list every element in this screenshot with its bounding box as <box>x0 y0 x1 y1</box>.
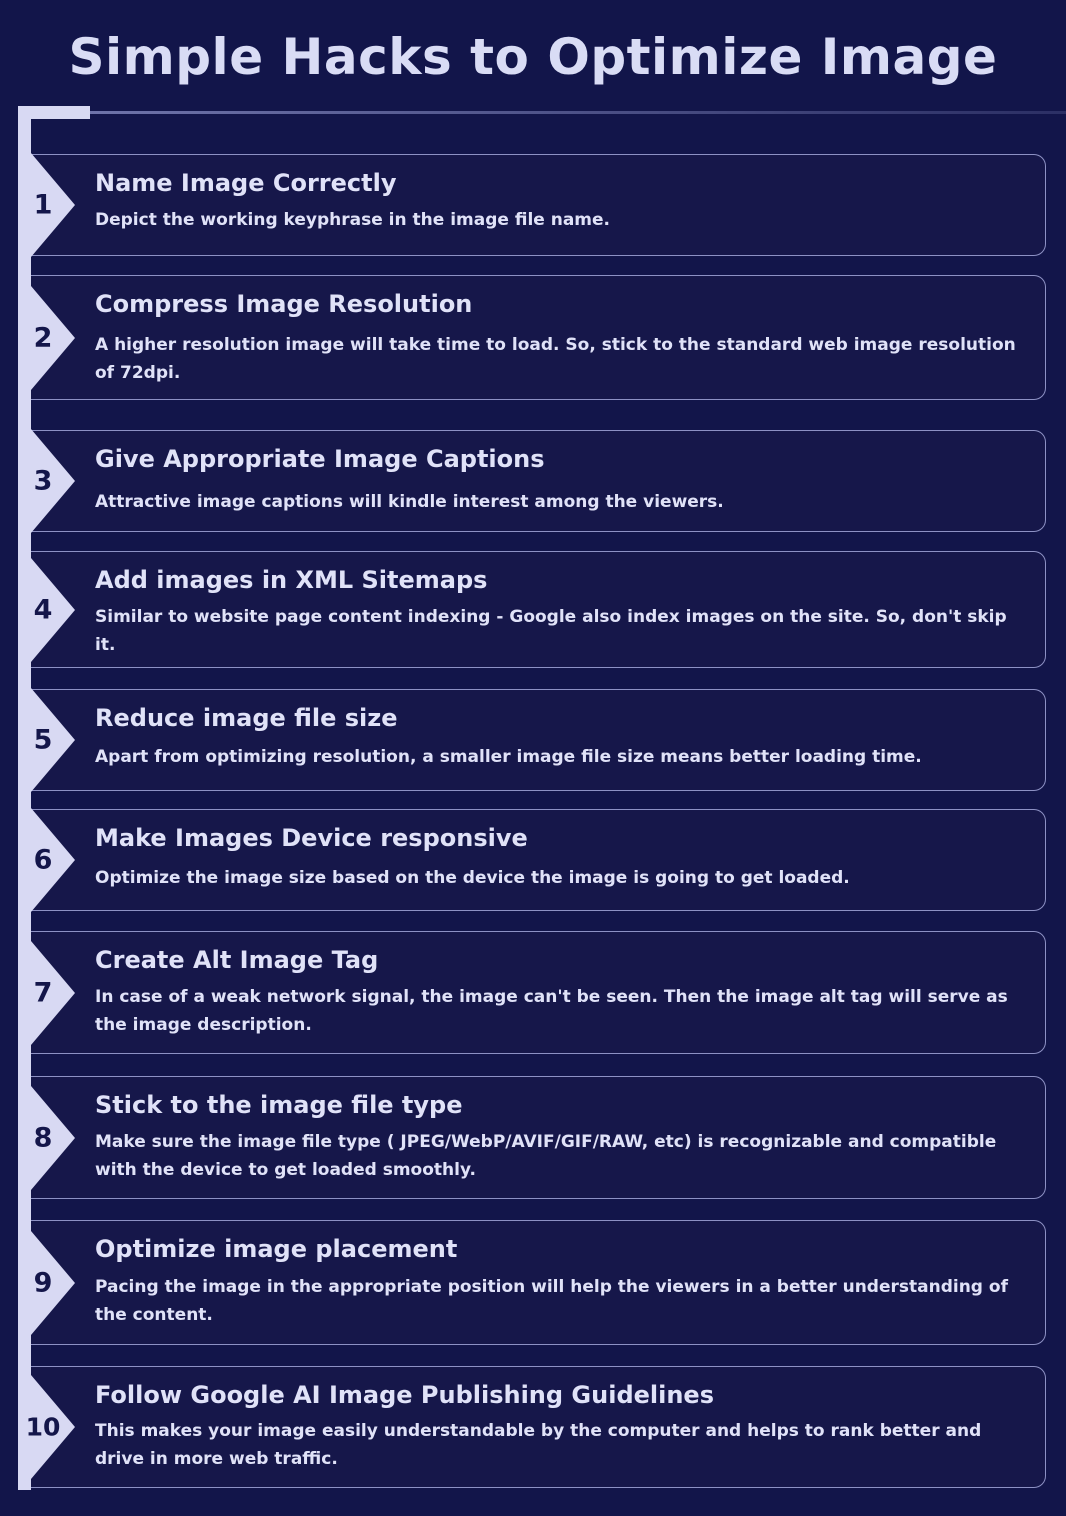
item-description: Similar to website page content indexing - Google also index images on the site. So, don't skip it. <box>95 607 1007 655</box>
item-description: Attractive image captions will kindle interest among the viewers. <box>95 492 724 512</box>
item-title: Reduce image file size <box>95 704 398 732</box>
item-title: Compress Image Resolution <box>95 290 473 318</box>
item-description: Make sure the image file type ( JPEG/WebP/AVIF/GIF/RAW, etc) is recognizable and compatible with the device to get loaded smoothly. <box>95 1132 997 1180</box>
item-number: 7 <box>33 977 53 1008</box>
hack-card-1 <box>31 154 1046 256</box>
item-title: Create Alt Image Tag <box>95 946 379 974</box>
item-description: This makes your image easily understandable by the computer and helps to rank better and drive in more web traffic. <box>95 1421 982 1469</box>
hack-card-8 <box>31 1076 1046 1199</box>
item-number: 10 <box>25 1412 61 1442</box>
item-title: Name Image Correctly <box>95 169 397 197</box>
hack-card-7 <box>31 931 1046 1054</box>
item-number: 4 <box>33 594 53 625</box>
timeline-rail-top <box>18 106 90 119</box>
item-title: Stick to the image file type <box>95 1091 463 1119</box>
item-title: Make Images Device responsive <box>95 824 528 852</box>
item-description: Pacing the image in the appropriate position will help the viewers in a better understanding of the content. <box>95 1277 1008 1325</box>
hack-card-6 <box>31 809 1046 911</box>
item-number: 8 <box>33 1122 53 1153</box>
hack-card-4 <box>31 551 1046 668</box>
page-title: Simple Hacks to Optimize Image <box>68 28 998 86</box>
item-number: 5 <box>33 724 53 756</box>
hack-card-2 <box>31 275 1046 400</box>
item-title: Give Appropriate Image Captions <box>95 445 545 473</box>
item-description: Depict the working keyphrase in the image file name. <box>95 210 610 230</box>
hack-card-3 <box>31 430 1046 532</box>
item-number: 6 <box>33 844 53 876</box>
title-divider <box>90 111 1066 114</box>
item-description: Optimize the image size based on the device the image is going to get loaded. <box>95 868 850 888</box>
item-number: 2 <box>33 322 53 353</box>
item-number: 9 <box>33 1267 53 1298</box>
item-title: Optimize image placement <box>95 1235 458 1263</box>
item-number: 3 <box>33 465 53 497</box>
item-description: In case of a weak network signal, the image can't be seen. Then the image alt tag will serve as the image description. <box>95 987 1008 1035</box>
hack-card-9 <box>31 1220 1046 1345</box>
item-title: Follow Google AI Image Publishing Guidelines <box>95 1381 714 1409</box>
hack-card-10 <box>25 1366 1046 1488</box>
hack-card-5 <box>31 689 1046 791</box>
item-description: Apart from optimizing resolution, a smaller image file size means better loading time. <box>95 747 922 767</box>
item-description: A higher resolution image will take time to load. So, stick to the standard web image resolution of 72dpi. <box>95 335 1016 383</box>
item-number: 1 <box>33 189 53 221</box>
item-title: Add images in XML Sitemaps <box>95 566 488 594</box>
